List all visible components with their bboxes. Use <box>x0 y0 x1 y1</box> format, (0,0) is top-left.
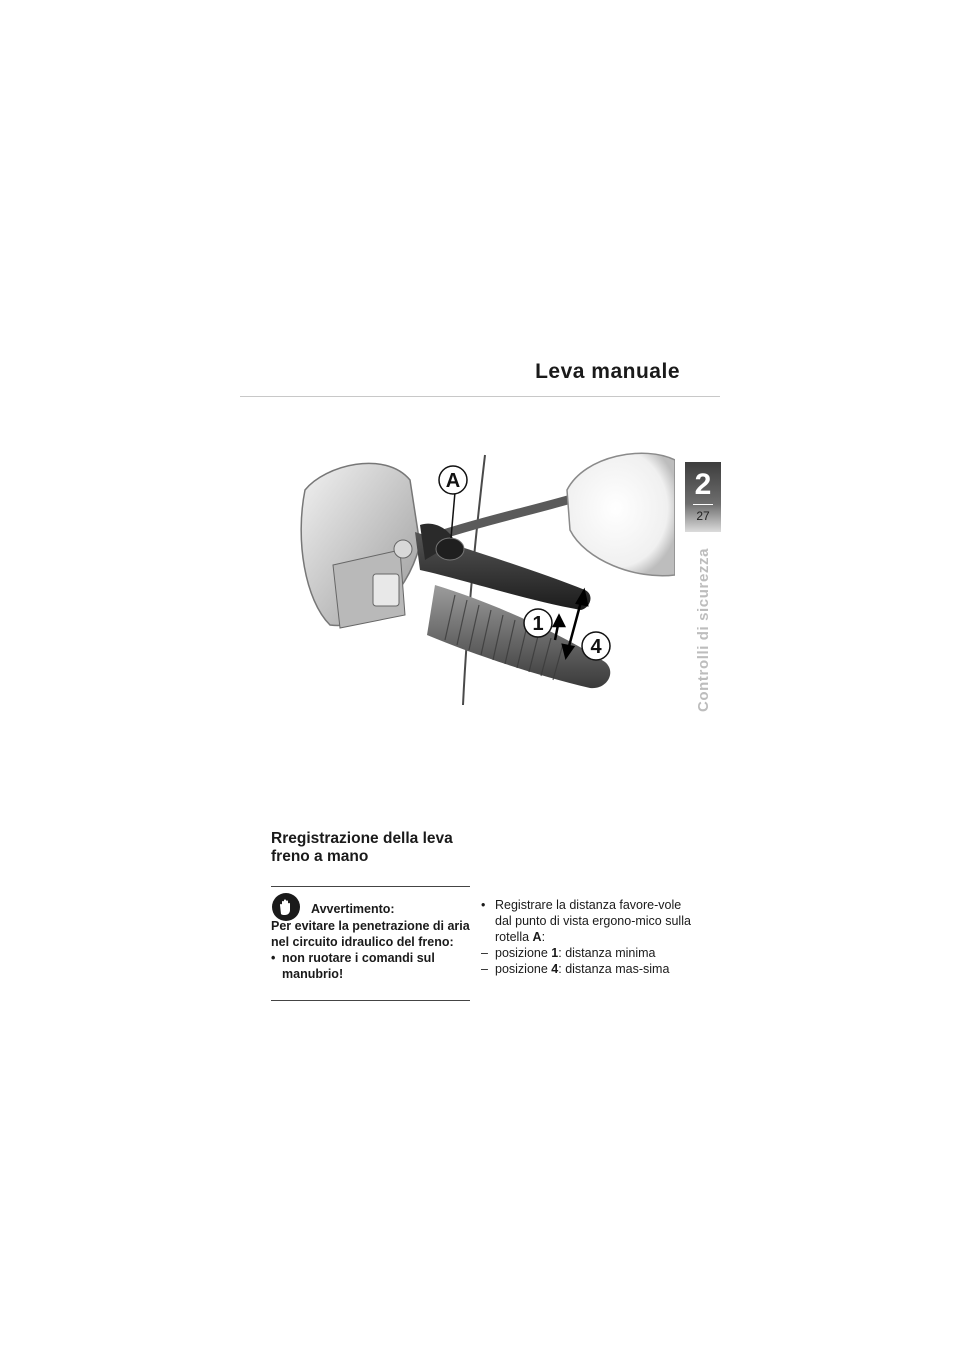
warning-bullet <box>271 950 470 982</box>
pos1-post: : distanza minima <box>558 946 656 960</box>
step-ref: A <box>532 930 542 944</box>
page-title: Leva manuale <box>535 360 680 383</box>
instruction-step <box>481 897 691 945</box>
adjustment-wheel-icon <box>436 538 464 560</box>
pos1-pre: posizione <box>495 946 552 960</box>
callout-1 <box>524 609 552 637</box>
warning-bullet-text: non ruotare i comandi sul manubrio! <box>282 951 435 981</box>
callout-4 <box>582 632 610 660</box>
page-number: 27 <box>696 509 710 523</box>
chapter-divider <box>693 504 713 505</box>
callout-a-text: A <box>445 470 461 492</box>
warning-text: Per evitare la penetrazione di aria nel circuito idraulico del freno: <box>271 919 470 949</box>
title-divider <box>240 396 720 397</box>
pos4-pre: posizione <box>495 962 552 976</box>
step-end: : <box>541 930 546 944</box>
callout-a <box>439 466 467 494</box>
position-4-item <box>481 961 691 977</box>
chapter-side-label: Controlli di sicurezza <box>695 547 712 713</box>
instructions <box>481 897 691 977</box>
bullet-marker: • <box>271 951 276 965</box>
pos4-post: : distanza mas-sima <box>558 962 670 976</box>
step-text: Registrare la distanza favore-vole dal punto di vista ergono-mico sulla rotella <box>495 898 691 944</box>
dash-marker: – <box>481 962 488 976</box>
callout-1-text: 1 <box>532 613 544 635</box>
chapter-tab <box>685 462 721 532</box>
bullet-marker: • <box>481 898 486 912</box>
warning-box <box>271 886 470 1001</box>
dash-marker: – <box>481 946 488 960</box>
section-heading-line1: Rregistrazione della leva <box>271 830 453 847</box>
section-heading <box>271 830 471 866</box>
brake-lever-illustration <box>285 450 675 710</box>
pos1-ref: 1 <box>551 946 559 960</box>
warning-title: Avvertimento: <box>311 902 395 916</box>
chapter-number: 2 <box>694 468 712 501</box>
callout-4-text: 4 <box>590 636 602 658</box>
pos4-ref: 4 <box>551 962 559 976</box>
position-1-item <box>481 945 691 961</box>
section-heading-line2: freno a mano <box>271 848 369 865</box>
